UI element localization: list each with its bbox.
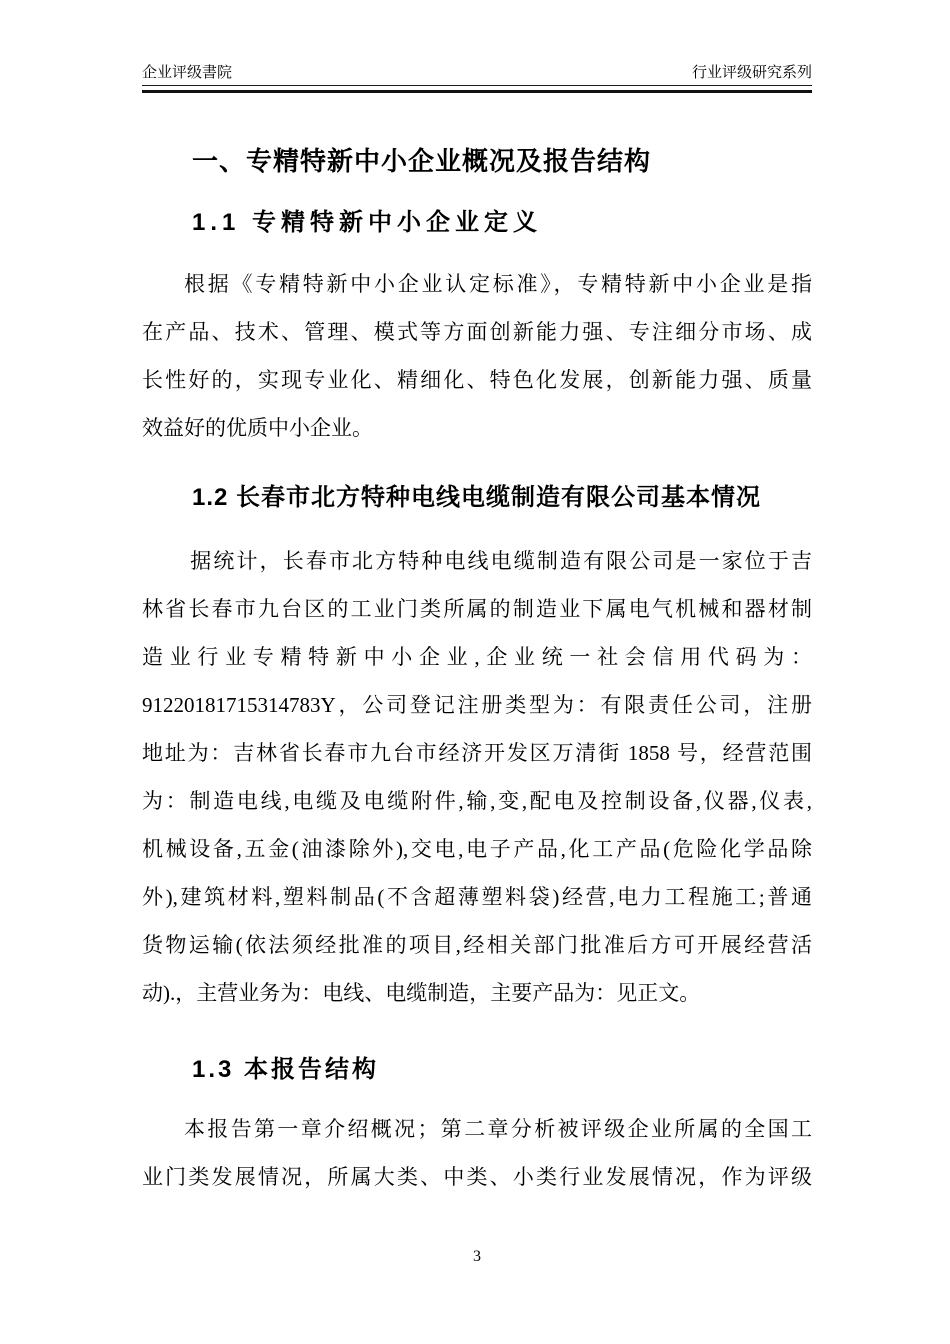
header-right-label: 行业评级研究系列: [691, 64, 812, 81]
document-body: [142, 146, 812, 1201]
paragraph-line: 据统计，长春市北方特种电线电缆制造有限公司是一家位于吉: [190, 549, 812, 573]
paragraph-line: 长性好的，实现专业化、精细化、特色化发展，创新能力强、质量: [142, 368, 812, 392]
paragraph-line: 根据《专精特新中小企业认定标准》，专精特新中小企业是指: [184, 272, 812, 296]
paragraph-line: 造业行业专精特新中小企业,企业统一社会信用代码为：: [142, 645, 812, 669]
section-heading: 1.2 长春市北方特种电线电缆制造有限公司基本情况: [192, 484, 762, 511]
paragraph-line: 业门类发展情况，所属大类、中类、小类行业发展情况，作为评级: [142, 1165, 812, 1189]
paragraph-line: 机械设备,五金(油漆除外),交电,电子产品,化工产品(危险化学品除: [142, 837, 812, 861]
paragraph-line: 效益好的优质中小企业。: [142, 416, 373, 440]
section-1-2: [142, 484, 812, 1017]
paragraph-line: 91220181715314783Y，公司登记注册类型为：有限责任公司，注册: [142, 693, 812, 717]
chapter-title: 一、专精特新中小企业概况及报告结构: [192, 146, 652, 176]
page-header-row: [142, 63, 812, 86]
page-footer: [142, 1247, 812, 1267]
paragraph-line: 地址为：吉林省长春市九台市经济开发区万清街 1858 号，经营范围: [142, 741, 812, 765]
paragraph-line: 本报告第一章介绍概况；第二章分析被评级企业所属的全国工: [184, 1117, 812, 1141]
paragraph-line: 外),建筑材料,塑料制品(不含超薄塑料袋)经营,电力工程施工;普通: [142, 885, 812, 909]
section-paragraph: [142, 260, 812, 452]
section-heading: 1.1 专精特新中小企业定义: [192, 209, 543, 236]
header-left-label: 企业评级書院: [142, 64, 233, 81]
section-paragraph: [142, 1105, 812, 1201]
section-1-1: [142, 209, 812, 452]
section-paragraph: [142, 537, 812, 1017]
header-divider: [142, 90, 812, 93]
paragraph-line: 货物运输(依法须经批准的项目,经相关部门批准后方可开展经营活: [142, 933, 812, 957]
paragraph-line: 为：制造电线,电缆及电缆附件,输,变,配电及控制设备,仪器,仪表,: [142, 789, 812, 813]
page-number: 3: [473, 1248, 481, 1265]
paragraph-line: 林省长春市九台区的工业门类所属的制造业下属电气机械和器材制: [142, 597, 812, 621]
section-1-3: [142, 1056, 812, 1201]
section-heading: 1.3 本报告结构: [192, 1056, 380, 1083]
paragraph-line: 动).，主营业务为：电线、电缆制造，主要产品为：见正文。: [142, 981, 701, 1005]
paragraph-line: 在产品、技术、管理、模式等方面创新能力强、专注细分市场、成: [142, 320, 812, 344]
page-header: [142, 0, 812, 93]
